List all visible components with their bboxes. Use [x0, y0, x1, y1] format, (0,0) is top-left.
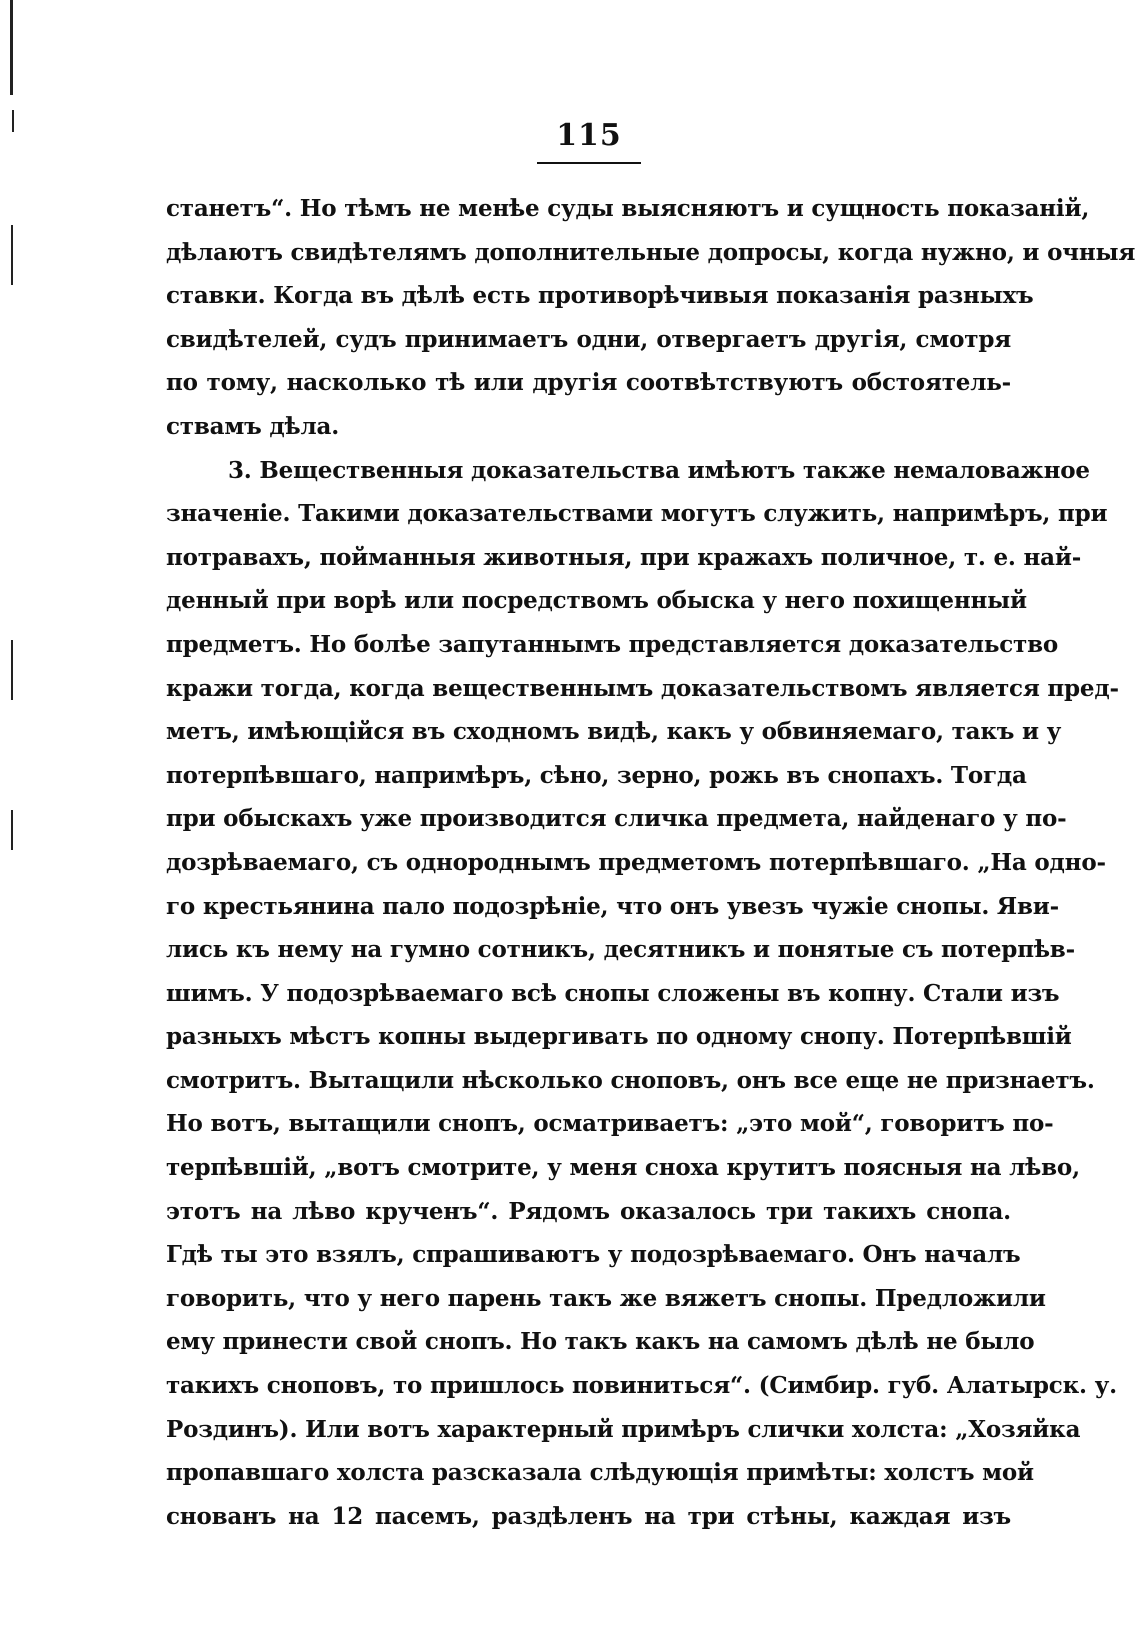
- text-line: ствамъ дѣла.: [166, 412, 339, 440]
- text-line: дѣлаютъ свидѣтелямъ дополнительные допросы, когда нужно, и очныя: [166, 238, 1136, 266]
- text-line: снованъ на 12 пасемъ, раздѣленъ на три стѣны, каждая изъ: [166, 1502, 1011, 1530]
- text-line: 3. Вещественныя доказательства имѣютъ также немаловажное: [228, 456, 1090, 484]
- text-line: предметъ. Но болѣе запутаннымъ представляется доказательство: [166, 630, 1059, 658]
- text-line: свидѣтелей, судъ принимаетъ одни, отвергаетъ другія, смотря: [166, 325, 1011, 353]
- page-number: 115: [556, 118, 622, 153]
- text-line: ему принести свой снопъ. Но такъ какъ на самомъ дѣлѣ не было: [166, 1328, 1035, 1356]
- text-line: Но вотъ, вытащили снопъ, осматриваетъ: „это мой“, говоритъ по-: [166, 1110, 1054, 1138]
- text-line: станетъ“. Но тѣмъ не менѣе суды выясняютъ и сущность показаній,: [166, 195, 1090, 222]
- scan-edge-mark: [11, 640, 13, 700]
- text-line: денный при ворѣ или посредствомъ обыска у него похищенный: [166, 587, 1027, 615]
- text-line: лись къ нему на гумно сотникъ, десятникъ и понятые съ потерпѣв-: [166, 936, 1075, 964]
- text-line: говорить, что у него парень такъ же вяжетъ снопы. Предложили: [166, 1284, 1046, 1312]
- page-number-rule: [537, 162, 641, 164]
- text-line: Гдѣ ты это взялъ, спрашиваютъ у подозрѣваемаго. Онъ началъ: [166, 1241, 1021, 1269]
- paragraph: [166, 449, 1119, 1539]
- text-line: смотритъ. Вытащили нѣсколько сноповъ, онъ все еще не признаетъ.: [166, 1066, 1095, 1094]
- text-line: значеніе. Такими доказательствами могутъ служить, напримѣръ, при: [166, 500, 1108, 528]
- text-line: разныхъ мѣстъ копны выдергивать по одному снопу. Потерпѣвшій: [166, 1023, 1072, 1051]
- text-line: шимъ. У подозрѣваемаго всѣ снопы сложены въ копну. Стали изъ: [166, 979, 1060, 1007]
- text-line: Роздинъ). Или вотъ характерный примѣръ слички холста: „Хозяйка: [166, 1415, 1081, 1443]
- text-line: терпѣвшій, „вотъ смотрите, у меня сноха крутитъ поясныя на лѣво,: [166, 1154, 1080, 1182]
- text-line: по тому, насколько тѣ или другія соотвѣтствуютъ обстоятель-: [166, 369, 1011, 397]
- scan-edge-mark: [11, 225, 13, 285]
- text-line: пропавшаго холста разсказала слѣдующія примѣты: холстъ мой: [166, 1459, 1034, 1487]
- text-line: при обыскахъ уже производится сличка предмета, найденаго у по-: [166, 805, 1067, 833]
- text-line: метъ, имѣющійся въ сходномъ видѣ, какъ у обвиняемаго, такъ и у: [166, 718, 1062, 746]
- text-line: кражи тогда, когда вещественнымъ доказательствомъ является пред-: [166, 674, 1119, 702]
- scan-edge-mark: [12, 110, 14, 132]
- text-line: этотъ на лѣво крученъ“. Рядомъ оказалось три такихъ снопа.: [166, 1197, 1011, 1225]
- text-line: ставки. Когда въ дѣлѣ есть противорѣчивыя показанія разныхъ: [166, 282, 1034, 310]
- body-text: [166, 187, 1136, 1538]
- paragraph: [166, 187, 1136, 449]
- text-line: дозрѣваемаго, съ однороднымъ предметомъ потерпѣвшаго. „На одно-: [166, 848, 1106, 876]
- scan-edge-mark: [10, 0, 13, 95]
- scan-edge-mark: [11, 810, 13, 850]
- text-line: потравахъ, пойманныя животныя, при кражахъ поличное, т. е. най-: [166, 543, 1082, 571]
- text-line: потерпѣвшаго, напримѣръ, сѣно, зерно, рожь въ снопахъ. Тогда: [166, 761, 1027, 789]
- text-line: го крестьянина пало подозрѣніе, что онъ увезъ чужіе снопы. Яви-: [166, 892, 1060, 920]
- text-line: такихъ сноповъ, то пришлось повиниться“. (Симбир. губ. Алатырск. у.: [166, 1372, 1117, 1400]
